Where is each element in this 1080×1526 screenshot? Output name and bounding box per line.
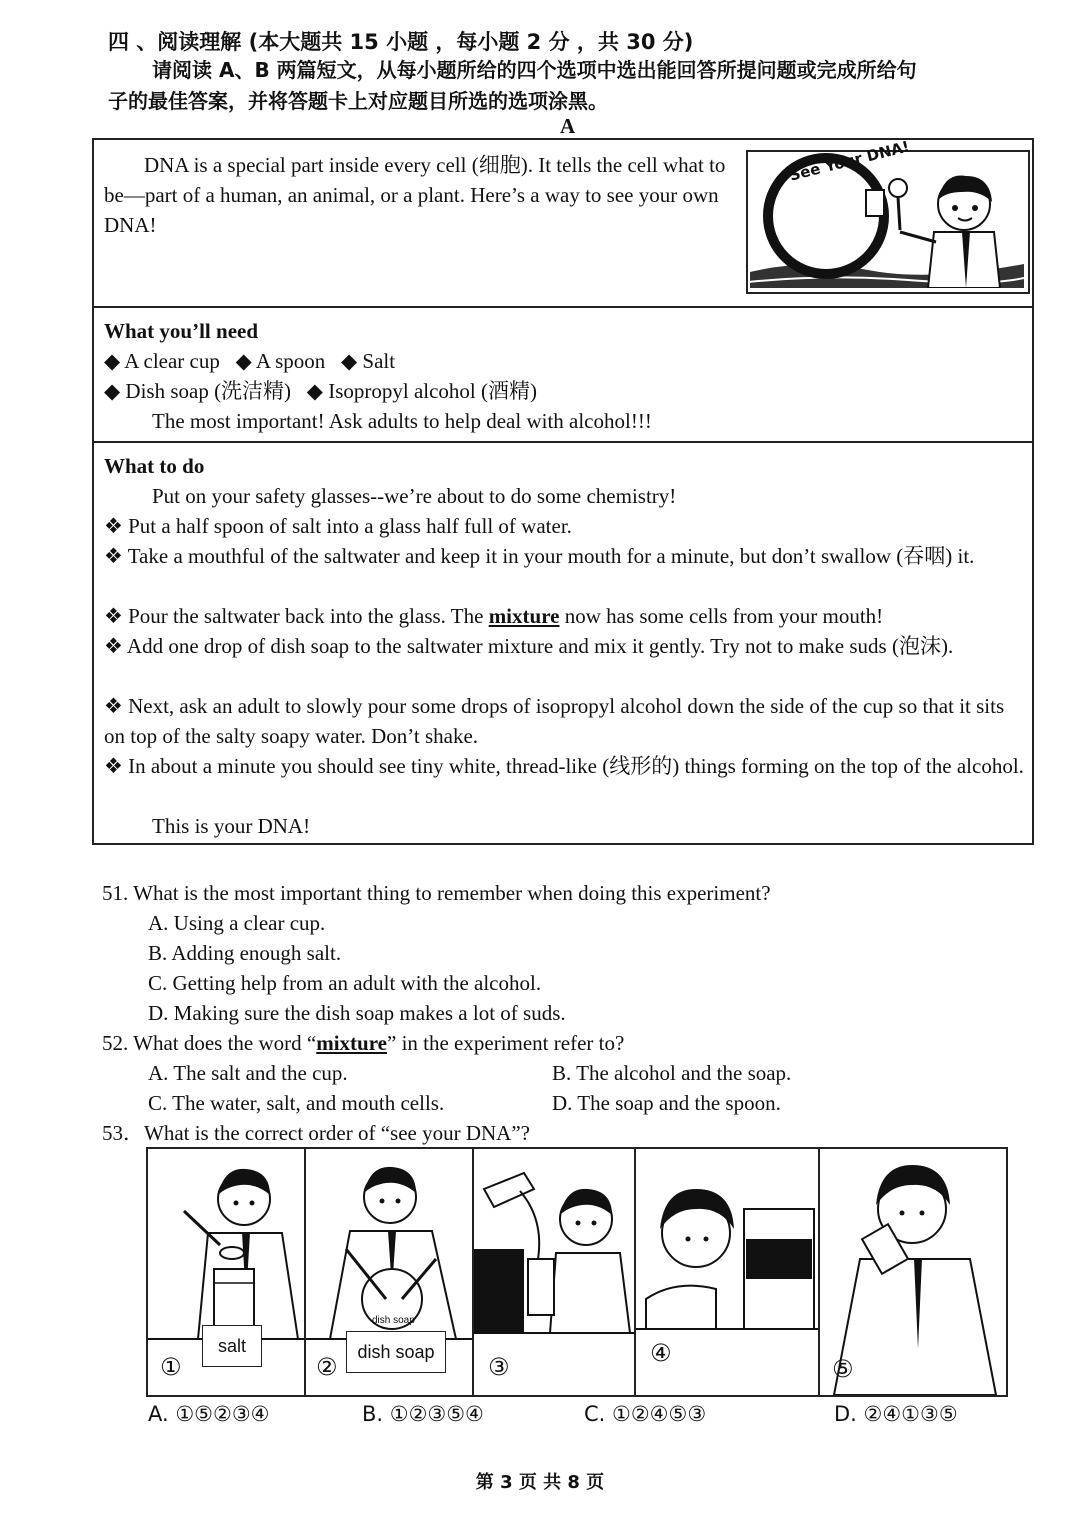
need-heading: What you’ll need — [104, 319, 259, 343]
step-3: ❖ Pour the saltwater back into the glass. The mixture now has some cells from your mouth! — [104, 604, 884, 628]
step-4: ❖ Add one drop of dish soap to the saltwater mixture and mix it gently. Try not to make suds (泡沫). — [104, 634, 954, 658]
q52-option-c: C. The water, salt, and mouth cells. — [148, 1091, 445, 1115]
need-box — [92, 306, 1034, 443]
do-intro: Put on your safety glasses--we’re about to do some chemistry! — [152, 484, 677, 508]
q52-option-d: D. The soap and the spoon. — [552, 1091, 781, 1115]
q53-option-b: B. ①②③⑤④ — [362, 1402, 484, 1426]
q52-option-b: B. The alcohol and the soap. — [552, 1061, 792, 1085]
picture-5 — [820, 1149, 1006, 1395]
q53-picture-row — [146, 1147, 1008, 1397]
picture-1-number: ① — [160, 1353, 182, 1381]
steps-box — [92, 441, 1034, 845]
do-end: This is your DNA! — [152, 814, 311, 838]
step-6: ❖ In about a minute you should see tiny white, thread-like (线形的) things forming on the top of the alcohol. — [104, 754, 1024, 778]
picture-2-bottle-label: dish soap — [372, 1315, 415, 1326]
need-line2: ◆ Dish soap (洗洁精) ◆ Isopropyl alcohol (酒精) — [104, 379, 537, 403]
picture-2-number: ② — [316, 1353, 338, 1381]
picture-5-number: ⑤ — [832, 1355, 854, 1383]
step-1: ❖ Put a half spoon of salt into a glass half full of water. — [104, 514, 572, 538]
need-warning: The most important! Ask adults to help deal with alcohol!!! — [152, 409, 652, 433]
q53-option-d: D. ②④①③⑤ — [834, 1402, 958, 1426]
q52-mixture-word: mixture — [316, 1031, 387, 1055]
q53-option-a: A. ①⑤②③④ — [148, 1402, 270, 1426]
q52-stem: 52. What does the word “mixture” in the experiment refer to? — [102, 1031, 625, 1055]
picture-4-number: ④ — [650, 1339, 672, 1367]
q51-stem: 51. What is the most important thing to remember when doing this experiment? — [102, 881, 771, 905]
section-instruction-line2: 子的最佳答案，并将答题卡上对应题目所选的选项涂黑。 — [108, 89, 608, 113]
section-instruction-line1: 请阅读 A、B 两篇短文，从每小题所给的四个选项中选出能回答所提问题或完成所给句 — [152, 58, 917, 82]
picture-4 — [636, 1149, 820, 1395]
q53-option-c: C. ①②④⑤③ — [584, 1402, 707, 1426]
illustration-caption: See Your DNA! — [787, 137, 912, 185]
q51-option-b: B. Adding enough salt. — [148, 941, 342, 965]
passage-label: A — [560, 114, 576, 138]
q51-option-a: A. Using a clear cup. — [148, 911, 326, 935]
dna-illustration — [746, 137, 1030, 294]
intro-box — [92, 138, 1034, 308]
q51-option-d: D. Making sure the dish soap makes a lot of suds. — [148, 1001, 566, 1025]
q53-stem: 53．What is the correct order of “see your DNA”? — [102, 1121, 530, 1145]
section-title: 四 、阅读理解 (本大题共 15 小题 ，每小题 2 分 ，共 30 分) — [108, 30, 694, 54]
picture-3 — [474, 1149, 636, 1395]
picture-1 — [148, 1149, 306, 1395]
picture-2 — [306, 1149, 474, 1395]
intro-text: DNA is a special part inside every cell (细胞). It tells the cell what to be—part of a human, an animal, or a plant. Here’s a way to see your own DNA! — [104, 153, 726, 237]
picture-1-tag: salt — [202, 1325, 262, 1367]
picture-2-tag: dish soap — [346, 1331, 446, 1373]
page-footer: 第 3 页 共 8 页 — [475, 1472, 605, 1493]
q51-option-c: C. Getting help from an adult with the alcohol. — [148, 971, 542, 995]
step-2: ❖ Take a mouthful of the saltwater and keep it in your mouth for a minute, but don’t swallow (吞咽) it. — [104, 544, 975, 568]
do-heading: What to do — [104, 454, 205, 478]
mixture-word: mixture — [488, 604, 560, 628]
picture-3-number: ③ — [488, 1353, 510, 1381]
step-5: ❖ Next, ask an adult to slowly pour some drops of isopropyl alcohol down the side of the cup so that it sits on top of the salty soapy water. Don’t shake. — [104, 694, 1005, 748]
need-line1: ◆ A clear cup ◆ A spoon ◆ Salt — [104, 349, 396, 373]
q52-option-a: A. The salt and the cup. — [148, 1061, 348, 1085]
